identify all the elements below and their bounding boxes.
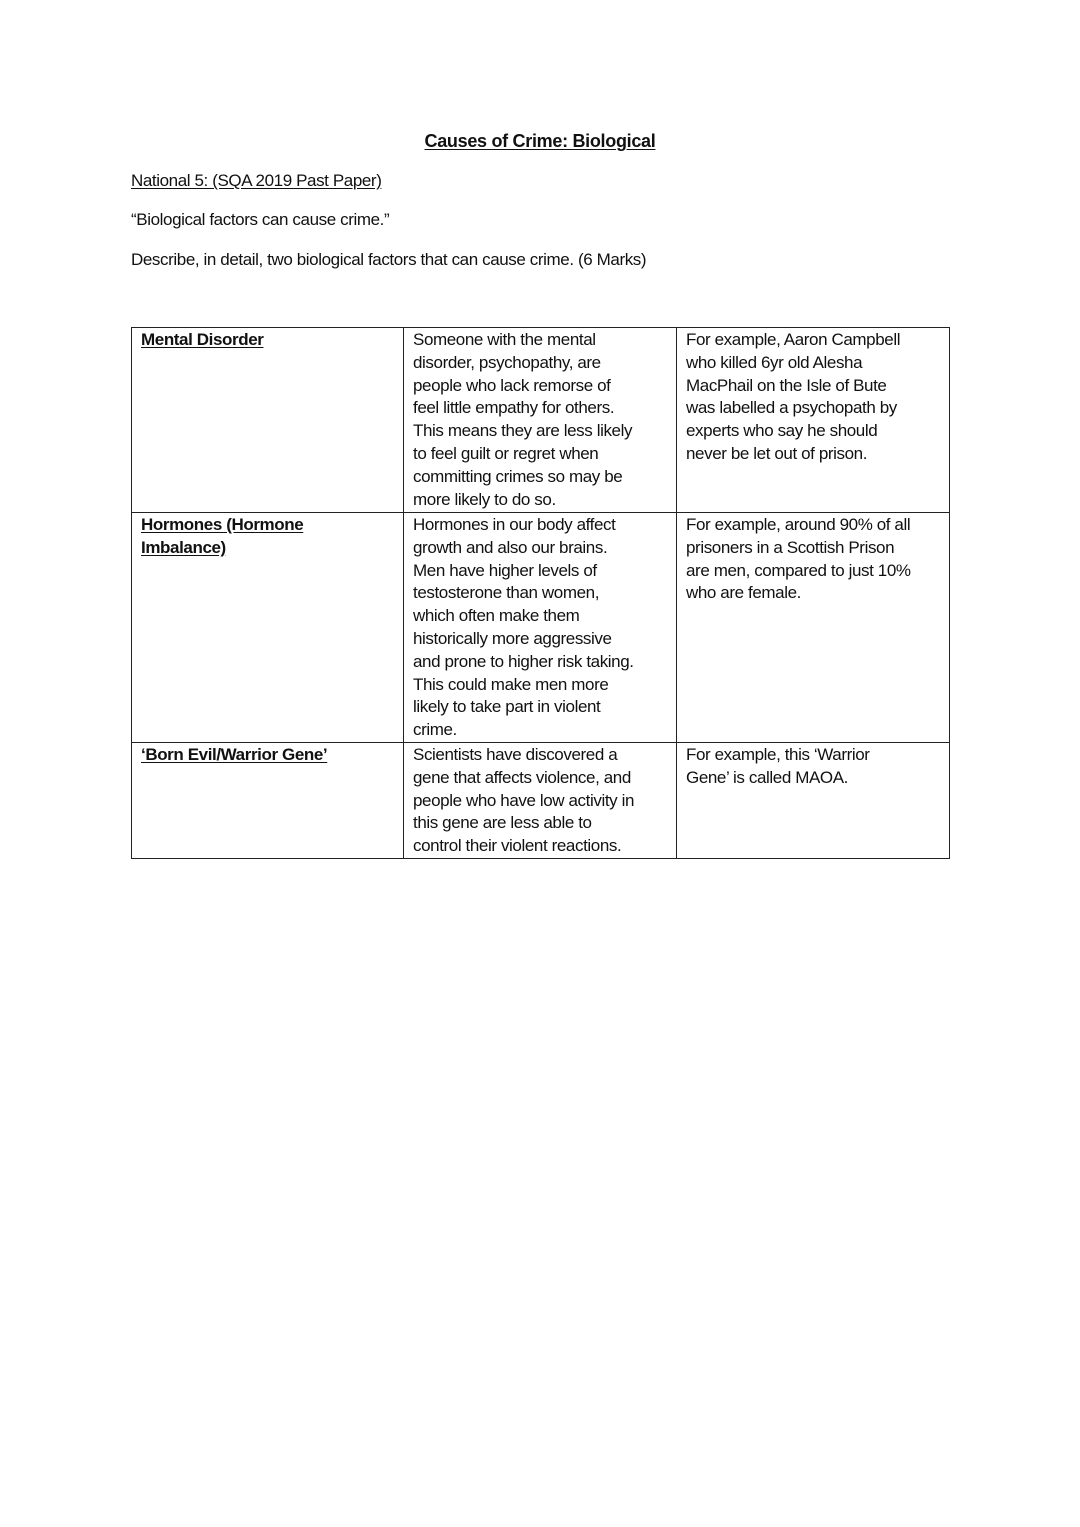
factor-example: For example, this ‘Warrior Gene’ is called MAOA. — [686, 745, 870, 787]
factor-example: For example, around 90% of all prisoners in a Scottish Prison are men, compared to just 10% who are female. — [686, 515, 911, 603]
example-cell — [677, 513, 950, 743]
factor-explanation: Hormones in our body affect growth and also our brains. Men have higher levels of testosterone than women, which often make them historically more aggressive and prone to higher risk taking. This could make men more likely to take part in violent crime. — [413, 515, 634, 740]
exam-reference: National 5: (SQA 2019 Past Paper) — [131, 171, 382, 190]
factor-cell — [132, 328, 404, 513]
factor-example: For example, Aaron Campbell who killed 6yr old Alesha MacPhail on the Isle of Bute was labelled a psychopath by experts who say he should never be let out of prison. — [686, 330, 901, 463]
explanation-cell — [404, 743, 677, 859]
table-row — [132, 513, 950, 743]
example-cell — [677, 328, 950, 513]
table-row — [132, 328, 950, 513]
factor-explanation: Scientists have discovered a gene that affects violence, and people who have low activity in this gene are less able to control their violent reactions. — [413, 745, 635, 856]
exam-question: Describe, in detail, two biological factors that can cause crime. (6 Marks) — [131, 250, 647, 269]
factor-cell — [132, 513, 404, 743]
factor-name: Hormones (Hormone Imbalance) — [141, 515, 304, 557]
table-row — [132, 743, 950, 859]
explanation-cell — [404, 513, 677, 743]
biological-factors-table — [131, 327, 950, 859]
factor-name: Mental Disorder — [141, 330, 264, 349]
document-title: Causes of Crime: Biological — [424, 131, 656, 151]
factor-cell — [132, 743, 404, 859]
factor-explanation: Someone with the mental disorder, psychopathy, are people who lack remorse of feel little empathy for others. This means they are less likely to feel guilt or regret when committing crimes so may be more likely to do so. — [413, 330, 633, 509]
factor-name: ‘Born Evil/Warrior Gene’ — [141, 745, 328, 764]
explanation-cell — [404, 328, 677, 513]
example-cell — [677, 743, 950, 859]
exam-quote: “Biological factors can cause crime.” — [131, 210, 390, 229]
